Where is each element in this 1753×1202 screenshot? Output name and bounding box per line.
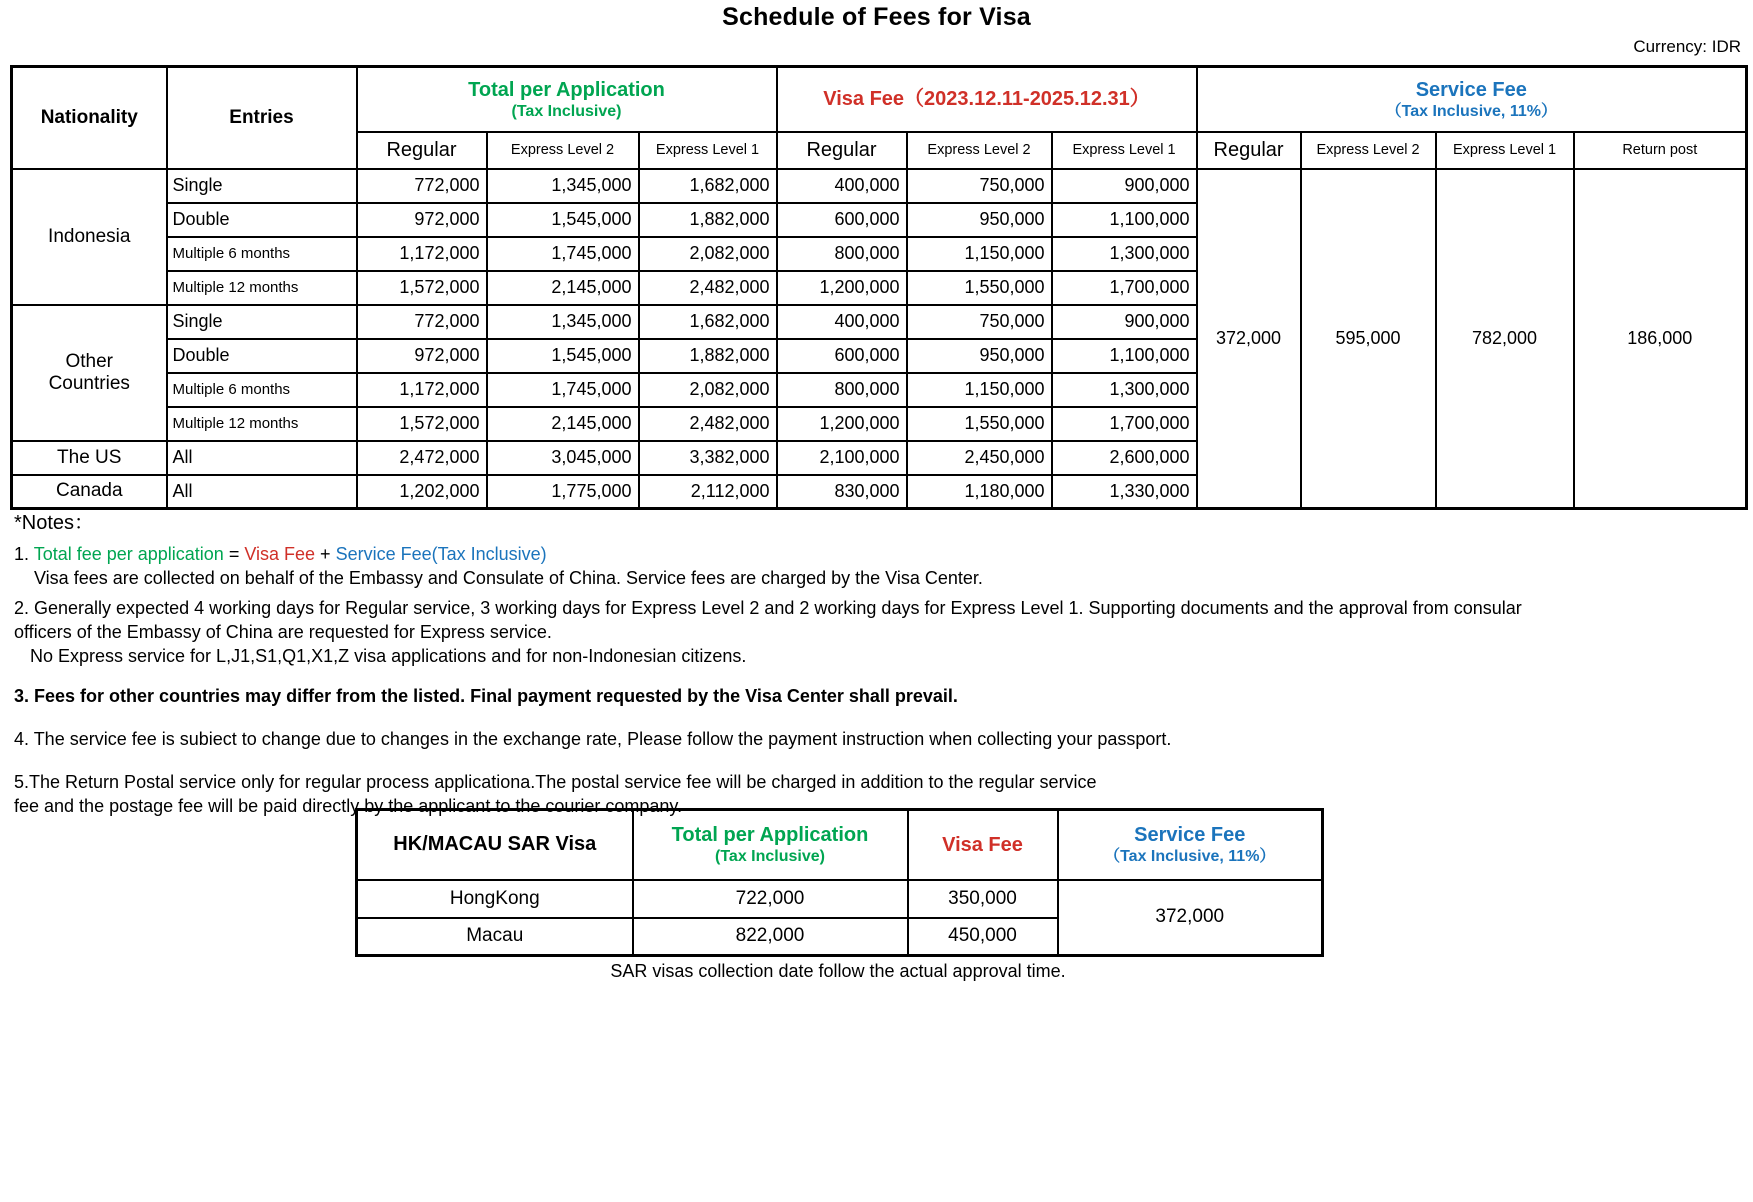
sar-header-total (633, 810, 908, 880)
note-1-line-1 (14, 542, 1740, 566)
note-5-line-1: 5.The Return Postal service only for regular process applicationa.The postal service fee will be charged in addition to the regular service (14, 772, 1097, 792)
table-header-row-groups (12, 67, 1747, 132)
header-visa-title: Visa Fee（2023.12.11-2025.12.31） (823, 88, 1150, 111)
sar-header-visa-title: Visa Fee (942, 833, 1023, 856)
fee-cell: 1,172,000 (357, 373, 487, 407)
subheader-service-express1: Express Level 1 (1436, 132, 1574, 169)
fee-cell: 1,345,000 (487, 169, 639, 203)
fee-cell: 1,345,000 (487, 305, 639, 339)
fee-cell: 3,382,000 (639, 441, 777, 475)
header-group-visa (777, 67, 1197, 132)
sar-header-visa (908, 810, 1058, 880)
table-row (12, 169, 1747, 203)
fee-cell: 1,172,000 (357, 237, 487, 271)
fee-cell: 2,482,000 (639, 271, 777, 305)
fee-cell: 2,472,000 (357, 441, 487, 475)
entries-cell: Double (167, 203, 357, 237)
fee-cell: 950,000 (907, 203, 1052, 237)
fee-cell: 1,682,000 (639, 169, 777, 203)
note-1-plus: + (315, 544, 336, 564)
fee-cell: 1,700,000 (1052, 407, 1197, 441)
fee-cell: 2,082,000 (639, 237, 777, 271)
note-1-visa-fee: Visa Fee (244, 544, 316, 564)
fee-cell: 1,202,000 (357, 475, 487, 509)
fee-cell: 350,000 (908, 880, 1058, 918)
fee-cell: 830,000 (777, 475, 907, 509)
fee-cell: 2,100,000 (777, 441, 907, 475)
subheader-total-express2: Express Level 2 (487, 132, 639, 169)
fee-cell: 1,330,000 (1052, 475, 1197, 509)
fee-cell: 450,000 (908, 918, 1058, 956)
fee-cell: 600,000 (777, 339, 907, 373)
fee-cell: 800,000 (777, 373, 907, 407)
header-entries: Entries (167, 67, 357, 169)
header-nationality: Nationality (12, 67, 167, 169)
entries-cell: Multiple 12 months (167, 271, 357, 305)
entries-cell: Multiple 6 months (167, 373, 357, 407)
fee-cell: 1,775,000 (487, 475, 639, 509)
page-title: Schedule of Fees for Visa (722, 3, 1031, 31)
sar-row-hongkong (357, 880, 1323, 918)
note-5-line-2: fee and the postage fee will be paid directly by the applicant to the courier company. (14, 796, 683, 816)
note-1-number: 1. (14, 544, 34, 564)
subheader-service-express2: Express Level 2 (1301, 132, 1436, 169)
fee-cell: 1,545,000 (487, 339, 639, 373)
fee-cell: 1,300,000 (1052, 237, 1197, 271)
sar-header-service-subtitle: （Tax Inclusive, 11%） (1104, 848, 1276, 866)
fee-cell: 1,300,000 (1052, 373, 1197, 407)
fee-cell: 2,145,000 (487, 407, 639, 441)
fee-cell: 950,000 (907, 339, 1052, 373)
subheader-total-regular: Regular (357, 132, 487, 169)
subheader-service-regular: Regular (1197, 132, 1301, 169)
sar-region: Macau (357, 918, 633, 956)
entries-cell: Single (167, 169, 357, 203)
fee-cell: 2,482,000 (639, 407, 777, 441)
service-fee-express2: 595,000 (1301, 169, 1436, 509)
fee-cell: 2,145,000 (487, 271, 639, 305)
fee-cell: 1,700,000 (1052, 271, 1197, 305)
currency-label: Currency: IDR (1633, 37, 1741, 56)
header-total-title: Total per Application (468, 78, 665, 101)
fee-cell: 1,745,000 (487, 237, 639, 271)
entries-cell: All (167, 475, 357, 509)
fee-cell: 750,000 (907, 169, 1052, 203)
fee-cell: 2,450,000 (907, 441, 1052, 475)
fee-cell: 1,100,000 (1052, 339, 1197, 373)
nationality-canada: Canada (12, 475, 167, 509)
fee-cell: 822,000 (633, 918, 908, 956)
fee-cell: 722,000 (633, 880, 908, 918)
fee-cell: 2,082,000 (639, 373, 777, 407)
sar-header-service (1058, 810, 1323, 880)
header-total-subtitle: (Tax Inclusive) (511, 102, 622, 120)
fee-cell: 1,150,000 (907, 237, 1052, 271)
fee-cell: 2,600,000 (1052, 441, 1197, 475)
sar-header-total-subtitle: (Tax Inclusive) (715, 848, 825, 866)
sar-header-name: HK/MACAU SAR Visa (357, 810, 633, 880)
fee-cell: 1,882,000 (639, 339, 777, 373)
note-2-line-1: 2. Generally expected 4 working days for Regular service, 3 working days for Express Level 2 and 2 working days for Express Level 1. Supporting documents and the approval from consular (14, 598, 1522, 618)
fee-cell: 1,745,000 (487, 373, 639, 407)
fee-cell: 1,200,000 (777, 407, 907, 441)
fee-cell: 972,000 (357, 339, 487, 373)
subheader-service-returnpost: Return post (1574, 132, 1747, 169)
header-group-total (357, 67, 777, 132)
nationality-indonesia: Indonesia (12, 169, 167, 305)
entries-cell: Double (167, 339, 357, 373)
note-3: 3. Fees for other countries may differ from the listed. Final payment requested by the Visa Center shall prevail. (14, 686, 958, 706)
entries-cell: Multiple 6 months (167, 237, 357, 271)
header-service-title: Service Fee (1415, 78, 1527, 101)
fee-cell: 1,550,000 (907, 407, 1052, 441)
notes-heading: *Notes： (14, 512, 95, 534)
fee-cell: 1,572,000 (357, 271, 487, 305)
fee-cell: 2,112,000 (639, 475, 777, 509)
fee-cell: 772,000 (357, 305, 487, 339)
sar-region: HongKong (357, 880, 633, 918)
fee-cell: 1,545,000 (487, 203, 639, 237)
note-1-line-2: Visa fees are collected on behalf of the Embassy and Consulate of China. Service fees are charged by the Visa Center. (34, 568, 983, 588)
fee-cell: 1,572,000 (357, 407, 487, 441)
fee-cell: 1,550,000 (907, 271, 1052, 305)
sar-header-total-title: Total per Application (671, 824, 869, 847)
sar-header-service-title: Service Fee (1134, 824, 1246, 847)
note-1-equals: = (223, 544, 245, 564)
fee-cell: 900,000 (1052, 305, 1197, 339)
fee-cell: 900,000 (1052, 169, 1197, 203)
note-2-line-2: officers of the Embassy of China are requested for Express service. (14, 622, 552, 642)
fee-cell: 1,150,000 (907, 373, 1052, 407)
header-service-subtitle: （Tax Inclusive, 11%） (1385, 102, 1557, 120)
sar-footnote: SAR visas collection date follow the actual approval time. (610, 961, 1066, 981)
entries-cell: Multiple 12 months (167, 407, 357, 441)
service-fee-regular: 372,000 (1197, 169, 1301, 509)
entries-cell: Single (167, 305, 357, 339)
note-1-service-fee: Service Fee(Tax Inclusive) (335, 544, 547, 564)
fee-cell: 600,000 (777, 203, 907, 237)
fee-cell: 1,882,000 (639, 203, 777, 237)
sar-header-row (357, 810, 1323, 880)
visa-fee-table (10, 65, 1748, 510)
sar-service-fee: 372,000 (1058, 880, 1323, 956)
fee-cell: 1,180,000 (907, 475, 1052, 509)
note-4: 4. The service fee is subiect to change due to changes in the exchange rate, Please follow the payment instruction when collecting your passport. (14, 729, 1172, 749)
subheader-visa-regular: Regular (777, 132, 907, 169)
note-2-line-3: No Express service for L,J1,S1,Q1,X1,Z visa applications and for non-Indonesian citizens. (30, 646, 747, 666)
fee-cell: 750,000 (907, 305, 1052, 339)
entries-cell: All (167, 441, 357, 475)
fee-cell: 772,000 (357, 169, 487, 203)
subheader-total-express1: Express Level 1 (639, 132, 777, 169)
note-1-total-fee: Total fee per application (33, 544, 224, 564)
subheader-visa-express2: Express Level 2 (907, 132, 1052, 169)
fee-cell: 400,000 (777, 305, 907, 339)
notes-section (14, 511, 1740, 818)
subheader-visa-express1: Express Level 1 (1052, 132, 1197, 169)
nationality-the-us: The US (12, 441, 167, 475)
fee-cell: 400,000 (777, 169, 907, 203)
service-fee-express1: 782,000 (1436, 169, 1574, 509)
nationality-other-countries: Other Countries (12, 305, 167, 441)
fee-cell: 1,682,000 (639, 305, 777, 339)
service-fee-returnpost: 186,000 (1574, 169, 1747, 509)
fee-cell: 972,000 (357, 203, 487, 237)
header-group-service (1197, 67, 1747, 132)
fee-cell: 1,200,000 (777, 271, 907, 305)
sar-visa-table (355, 808, 1324, 957)
fee-cell: 800,000 (777, 237, 907, 271)
fee-cell: 1,100,000 (1052, 203, 1197, 237)
fee-cell: 3,045,000 (487, 441, 639, 475)
